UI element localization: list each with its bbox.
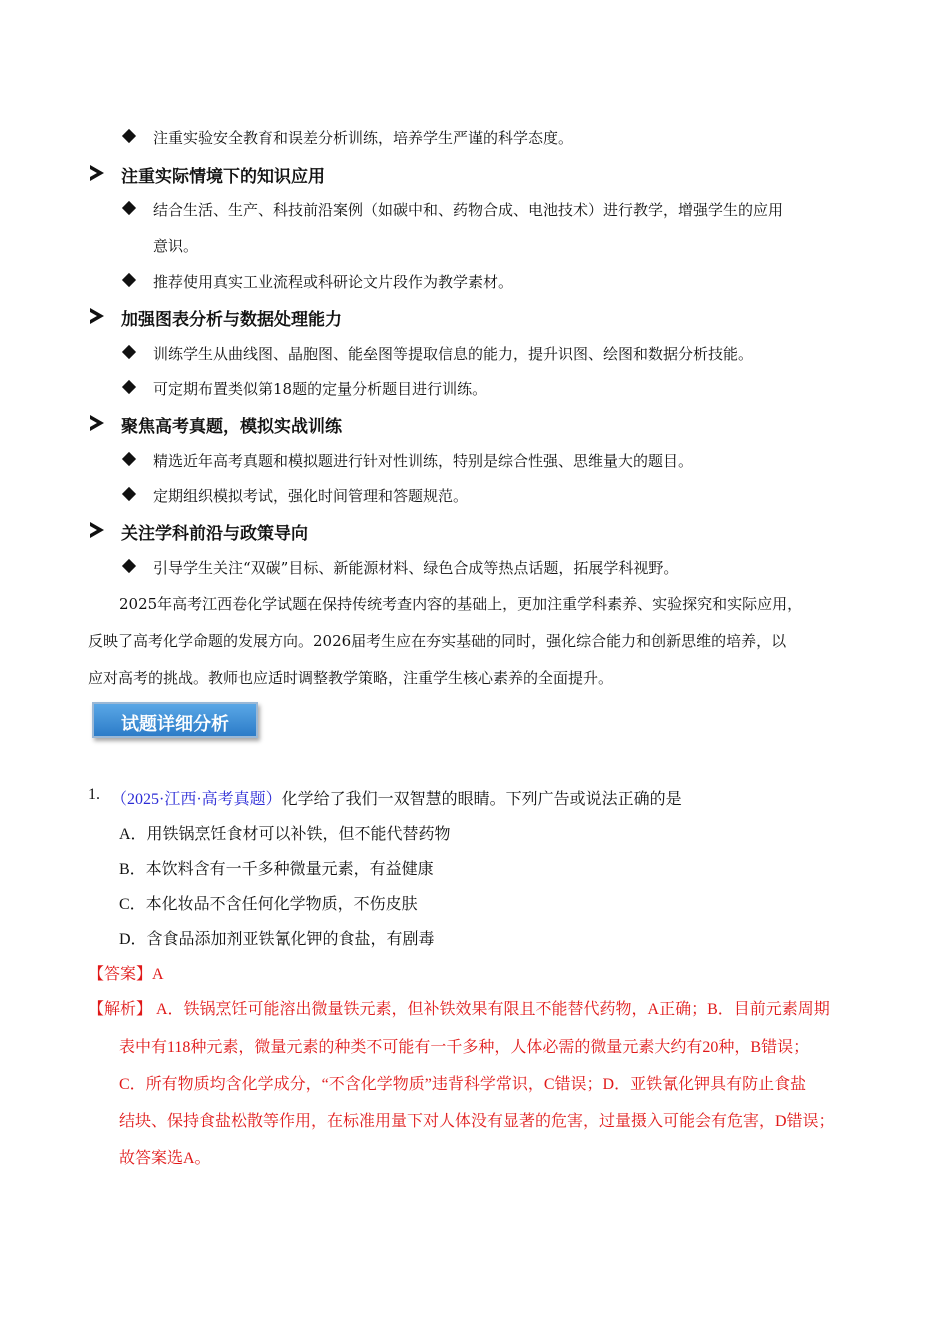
bullet-text-continuation: 意识。 (153, 237, 199, 255)
answer-value: A (152, 966, 164, 983)
bullet-text: 结合生活、生产、科技前沿案例（如碳中和、药物合成、电池技术）进行教学，增强学生的应用 (153, 201, 784, 219)
bullet-text: 训练学生从曲线图、晶胞图、能垒图等提取信息的能力，提升识图、绘图和数据分析技能。 (153, 345, 754, 363)
diamond-bullet-icon (122, 345, 136, 359)
question-source: （2025·江西·高考真题） (111, 791, 282, 808)
summary-line: 反映了高考化学命题的发展方向。2026届考生应在夯实基础的同时，强化综合能力和创新思维的培养，以 (88, 632, 787, 650)
analysis-label: 【解析】 (88, 1001, 153, 1018)
diamond-bullet-icon (122, 380, 136, 394)
banner-title: 试题详细分析 (121, 714, 229, 735)
arrow-bullet-icon (90, 522, 104, 538)
bullet-text: 推荐使用真实工业流程或科研论文片段作为教学素材。 (153, 273, 514, 291)
option-c: C．本化妆品不含任何化学物质，不伤皮肤 (119, 896, 418, 913)
section-heading: 关注学科前沿与政策导向 (121, 524, 308, 544)
question-stem: 化学给了我们一双智慧的眼睛。下列广告或说法正确的是 (281, 791, 682, 808)
diamond-bullet-icon (122, 452, 136, 466)
diamond-bullet-icon (122, 487, 136, 501)
section-banner (92, 702, 258, 738)
bullet-text: 注重实验安全教育和误差分析训练，培养学生严谨的科学态度。 (153, 129, 574, 147)
summary-line: 应对高考的挑战。教师也应适时调整教学策略，注重学生核心素养的全面提升。 (88, 669, 614, 687)
option-b: B．本饮料含有一千多种微量元素，有益健康 (119, 861, 434, 878)
section-heading: 聚焦高考真题，模拟实战训练 (121, 417, 342, 437)
bullet-text: 引导学生关注“双碳”目标、新能源材料、绿色合成等热点话题，拓展学科视野。 (153, 559, 679, 577)
diamond-bullet-icon (122, 129, 136, 143)
analysis-line: 故答案选A。 (119, 1150, 211, 1167)
option-d: D．含食品添加剂亚铁氰化钾的食盐，有剧毒 (119, 931, 435, 948)
section-heading: 加强图表分析与数据处理能力 (121, 310, 342, 330)
analysis-line: A．铁锅烹饪可能溶出微量铁元素，但补铁效果有限且不能替代药物，A正确；B．目前元素周期 (156, 1001, 830, 1018)
question-number: 1. (88, 786, 100, 803)
arrow-bullet-icon (90, 165, 104, 181)
analysis-line: C．所有物质均含化学成分，“不含化学物质”违背科学常识，C错误；D．亚铁氰化钾具有防止食盐 (119, 1076, 807, 1093)
option-a: A．用铁锅烹饪食材可以补铁，但不能代替药物 (119, 826, 451, 843)
summary-line: 2025年高考江西卷化学试题在保持传统考查内容的基础上，更加注重学科素养、实验探究和实际应用， (119, 595, 803, 613)
bullet-text: 定期组织模拟考试，强化时间管理和答题规范。 (153, 487, 469, 505)
answer-label: 【答案】 (88, 966, 153, 983)
bullet-text: 可定期布置类似第18题的定量分析题目进行训练。 (153, 380, 488, 398)
bullet-text: 精选近年高考真题和模拟题进行针对性训练，特别是综合性强、思维量大的题目。 (153, 452, 694, 470)
answer-line (88, 961, 164, 984)
analysis-line: 表中有118种元素，微量元素的种类不可能有一千多种，人体必需的微量元素大约有20种，B错误； (119, 1039, 810, 1056)
analysis-line: 结块、保持食盐松散等作用，在标准用量下对人体没有显著的危害，过量摄入可能会有危害，D错误； (119, 1113, 835, 1130)
arrow-bullet-icon (90, 308, 104, 324)
diamond-bullet-icon (122, 201, 136, 215)
question-line (111, 786, 682, 809)
diamond-bullet-icon (122, 559, 136, 573)
arrow-bullet-icon (90, 415, 104, 431)
diamond-bullet-icon (122, 273, 136, 287)
section-heading: 注重实际情境下的知识应用 (121, 167, 325, 187)
